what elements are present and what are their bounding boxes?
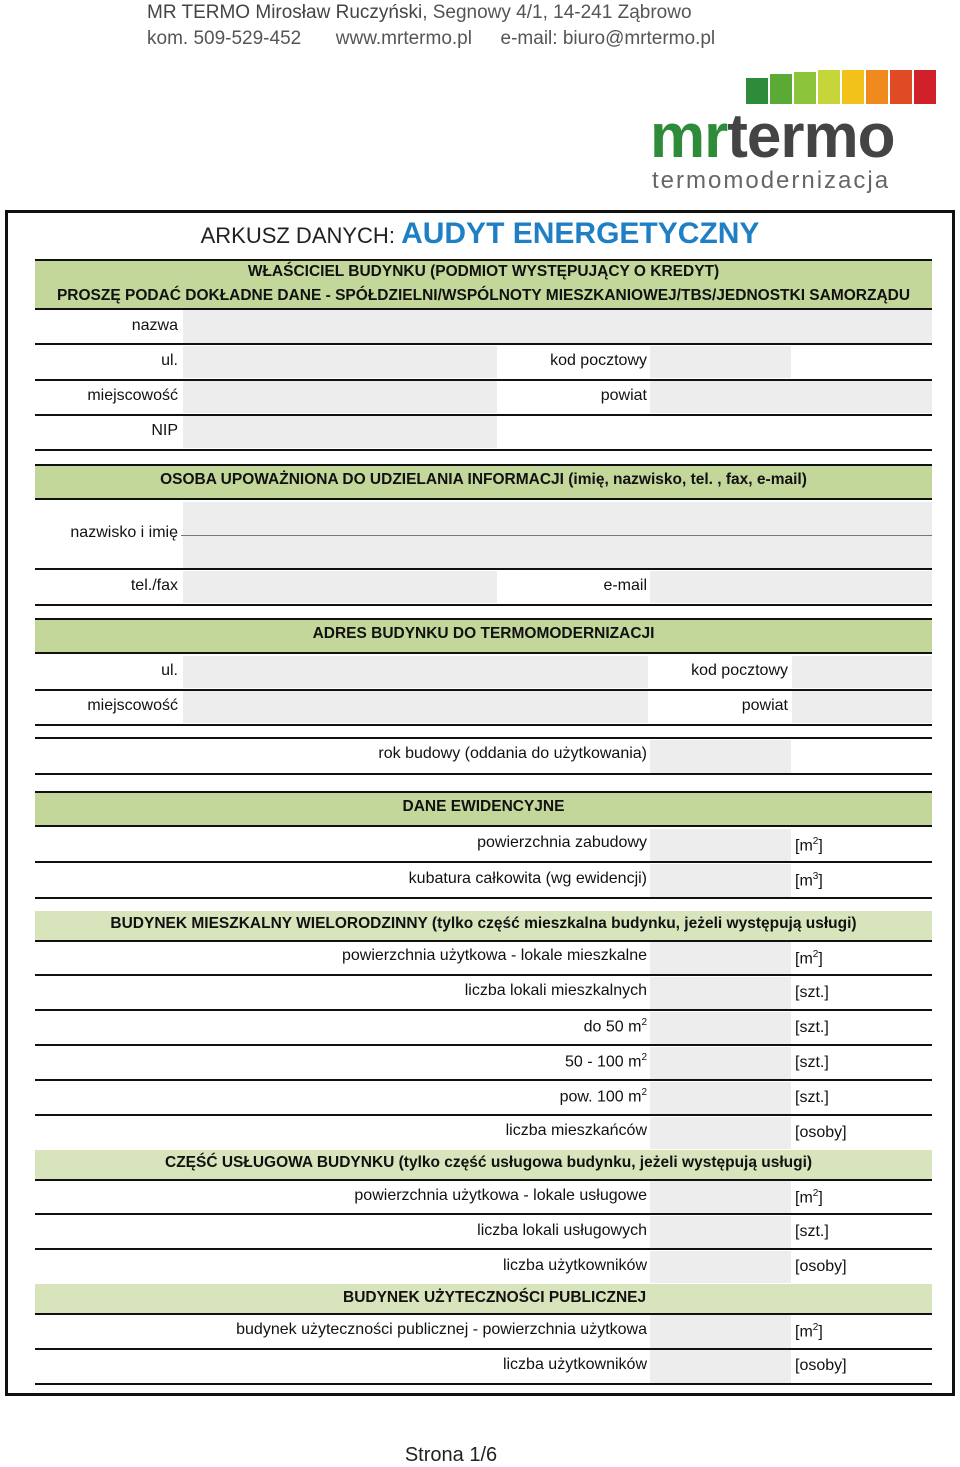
unit-szt: [szt.] bbox=[795, 1089, 829, 1106]
address-street-field[interactable] bbox=[183, 656, 648, 688]
service-users-label: liczba użytkowników bbox=[502, 1257, 647, 1274]
contact-tel-label: tel./fax bbox=[130, 577, 178, 594]
divider bbox=[35, 1248, 932, 1250]
logo-bar bbox=[842, 70, 864, 104]
address-heading: ADRES BUDYNKU DO TERMOMODERNIZACJI bbox=[312, 625, 655, 642]
logo-bar bbox=[794, 72, 816, 104]
residential-units-field[interactable] bbox=[650, 977, 791, 1009]
owner-name-label: nazwa bbox=[131, 317, 178, 334]
company-name: MR TERMO Mirosław Ruczyński bbox=[147, 2, 423, 23]
divider bbox=[35, 1348, 932, 1350]
volume-label: kubatura całkowita (wg ewidencji) bbox=[408, 870, 647, 887]
divider bbox=[181, 535, 932, 536]
units-to-50-label: do 50 $m^2$ bbox=[583, 1017, 647, 1036]
logo-bar bbox=[818, 70, 840, 104]
residential-area-label: powierzchnia użytkowa - lokale mieszkalne bbox=[341, 947, 647, 964]
logo-tagline: termomodernizacja bbox=[652, 167, 891, 194]
divider bbox=[35, 568, 932, 570]
service-users-field[interactable] bbox=[650, 1251, 791, 1283]
address-postcode-field[interactable] bbox=[792, 656, 932, 688]
unit-osoby: [osoby] bbox=[795, 1124, 847, 1141]
divider bbox=[35, 773, 932, 775]
address-city-label: miejscowość bbox=[87, 697, 178, 714]
owner-heading-2: PROSZĘ PODAĆ DOKŁADNE DANE - SPÓŁDZIELNI/WSPÓLNOTY MIESZKANIOWEJ/TBS/JEDNOSTKI SAMORZĄDU bbox=[56, 287, 911, 304]
contact-heading: OSOBA UPOWAŻNIONA DO UDZIELANIA INFORMACJI (imię, nazwisko, tel. , fax, e-mail) bbox=[160, 471, 807, 488]
public-area-field[interactable] bbox=[650, 1315, 791, 1348]
logo-bar bbox=[746, 78, 768, 104]
divider bbox=[35, 737, 932, 739]
owner-city-field[interactable] bbox=[183, 381, 497, 413]
divider bbox=[35, 1213, 932, 1215]
residents-field[interactable] bbox=[650, 1117, 791, 1149]
residential-units-label: liczba lokali mieszkalnych bbox=[464, 982, 647, 999]
public-area-label: budynek użyteczności publicznej - powierzchnia użytkowa bbox=[236, 1321, 647, 1338]
form-title-prefix: ARKUSZ DANYCH: bbox=[200, 223, 402, 248]
units-50-100-field[interactable] bbox=[650, 1047, 791, 1079]
company-www: www.mrtermo.pl bbox=[335, 28, 472, 49]
divider bbox=[35, 1009, 932, 1011]
build-year-label: rok budowy (oddania do użytkowania) bbox=[378, 745, 647, 762]
service-units-field[interactable] bbox=[650, 1216, 791, 1248]
public-users-field[interactable] bbox=[650, 1350, 791, 1383]
owner-county-label: powiat bbox=[600, 387, 647, 404]
built-area-field[interactable] bbox=[650, 829, 791, 862]
unit-szt: [szt.] bbox=[795, 1223, 829, 1240]
company-header-line1 bbox=[147, 2, 692, 24]
page-number: Strona 1/6 bbox=[404, 1444, 498, 1466]
unit-osoby: [osoby] bbox=[795, 1258, 847, 1275]
address-street-label: ul. bbox=[161, 662, 178, 679]
owner-postcode-label: kod pocztowy bbox=[550, 352, 647, 369]
divider bbox=[35, 724, 932, 726]
form-title bbox=[0, 217, 960, 251]
unit-m2: $[m^2]$ bbox=[795, 1188, 823, 1207]
company-address: , Segnowy 4/1, 14-241 Ząbrowo bbox=[422, 2, 692, 23]
divider bbox=[35, 897, 932, 899]
owner-county-field[interactable] bbox=[650, 381, 932, 413]
divider bbox=[35, 861, 932, 863]
owner-nip-label: NIP bbox=[151, 422, 178, 439]
owner-nip-field[interactable] bbox=[183, 416, 497, 448]
units-to-50-field[interactable] bbox=[650, 1012, 791, 1044]
company-logo bbox=[648, 68, 938, 196]
logo-bar bbox=[770, 74, 792, 104]
logo-bar bbox=[914, 70, 936, 104]
unit-m2: $[m^2]$ bbox=[795, 836, 823, 855]
public-users-label: liczba użytkowników bbox=[502, 1356, 647, 1373]
form-title-main: AUDYT ENERGETYCZNY bbox=[401, 217, 760, 250]
unit-m3: $[m^3]$ bbox=[795, 871, 823, 890]
owner-street-field[interactable] bbox=[183, 346, 497, 378]
unit-osoby: [osoby] bbox=[795, 1357, 847, 1374]
address-county-field[interactable] bbox=[792, 691, 932, 723]
divider bbox=[35, 1114, 932, 1116]
owner-name-field[interactable] bbox=[183, 310, 932, 343]
public-heading: BUDYNEK UŻYTECZNOŚCI PUBLICZNEJ bbox=[343, 1289, 647, 1306]
service-units-label: liczba lokali usługowych bbox=[477, 1222, 647, 1239]
unit-szt: [szt.] bbox=[795, 1054, 829, 1071]
owner-street-label: ul. bbox=[161, 352, 178, 369]
service-area-field[interactable] bbox=[650, 1181, 791, 1214]
owner-postcode-field[interactable] bbox=[650, 346, 791, 378]
owner-city-label: miejscowość bbox=[87, 387, 178, 404]
address-county-label: powiat bbox=[741, 697, 788, 714]
address-city-field[interactable] bbox=[183, 691, 648, 723]
unit-szt: [szt.] bbox=[795, 984, 829, 1001]
volume-field[interactable] bbox=[650, 864, 791, 897]
divider bbox=[35, 1044, 932, 1046]
logo-wordmark: mrtermo bbox=[650, 102, 895, 171]
built-area-label: powierzchnia zabudowy bbox=[477, 834, 647, 851]
contact-email-label: e-mail bbox=[603, 577, 647, 594]
contact-tel-field[interactable] bbox=[183, 571, 497, 603]
divider bbox=[35, 974, 932, 976]
divider bbox=[35, 1383, 932, 1385]
company-header-line2 bbox=[147, 28, 715, 50]
contact-name-label: nazwisko i imię bbox=[70, 524, 178, 541]
records-heading: DANE EWIDENCYJNE bbox=[402, 798, 565, 815]
units-50-100-label: 50 - 100 $m^2$ bbox=[564, 1052, 647, 1071]
units-over-100-field[interactable] bbox=[650, 1082, 791, 1114]
company-phone: kom. 509-529-452 bbox=[147, 28, 302, 49]
contact-email-field[interactable] bbox=[650, 571, 932, 603]
build-year-field[interactable] bbox=[650, 740, 791, 773]
unit-m2: $[m^2]$ bbox=[795, 1322, 823, 1341]
logo-bar bbox=[890, 70, 912, 104]
divider bbox=[35, 343, 932, 345]
residents-label: liczba mieszkańców bbox=[505, 1122, 647, 1139]
company-email: e-mail: biuro@mrtermo.pl bbox=[500, 28, 716, 49]
logo-bar bbox=[866, 70, 888, 104]
divider bbox=[35, 1079, 932, 1081]
unit-szt: [szt.] bbox=[795, 1019, 829, 1036]
service-area-label: powierzchnia użytkowa - lokale usługowe bbox=[354, 1187, 647, 1204]
divider bbox=[35, 604, 932, 606]
unit-m2: $[m^2]$ bbox=[795, 949, 823, 968]
owner-heading-1: WŁAŚCICIEL BUDYNKU (PODMIOT WYSTĘPUJĄCY O KREDYT) bbox=[247, 263, 720, 280]
address-postcode-label: kod pocztowy bbox=[691, 662, 788, 679]
units-over-100-label: pow. 100 $m^2$ bbox=[559, 1087, 647, 1106]
residential-heading: BUDYNEK MIESZKALNY WIELORODZINNY (tylko część mieszkalna budynku, jeżeli występują usługi) bbox=[110, 915, 857, 932]
service-heading: CZĘŚĆ USŁUGOWA BUDYNKU (tylko część usługowa budynku, jeżeli występują usługi) bbox=[165, 1154, 813, 1171]
residential-area-field[interactable] bbox=[650, 942, 791, 975]
divider bbox=[35, 449, 932, 451]
